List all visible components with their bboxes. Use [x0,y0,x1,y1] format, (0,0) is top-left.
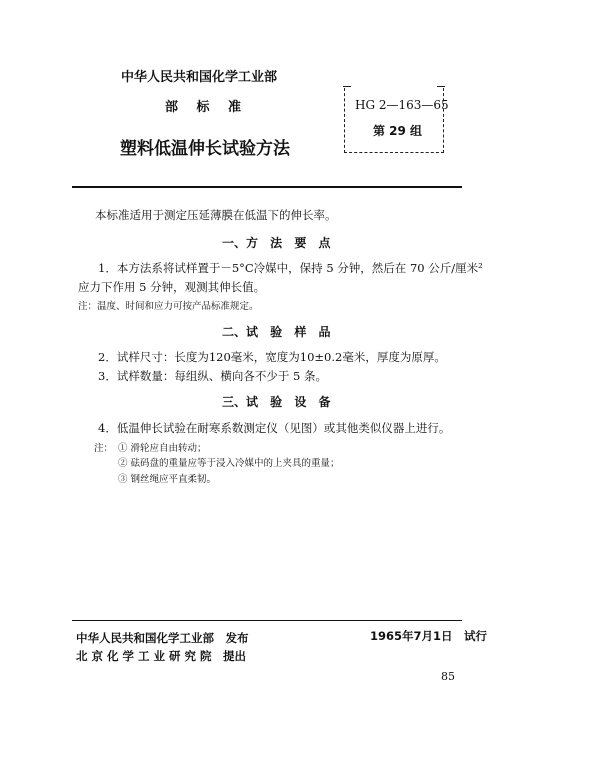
intro-paragraph: 本标准适用于测定压延薄膜在低温下的伸长率。 [95,208,337,222]
clause-1-line-1: 1．本方法系将试样置于－5°C冷媒中，保持 5 分钟，然后在 70 公斤/厘米² [98,261,483,275]
clause-2: 2．试样尺寸：长度为120毫米，宽度为10±0.2毫米，厚度为原厚。 [98,350,446,364]
standard-code: HG 2—163—65 [355,98,449,112]
clause-1-line-2: 应力下作用 5 分钟，观测其伸长值。 [78,280,266,294]
clause-3: 3．试样数量：每组纵、横向各不少于 5 条。 [98,369,327,383]
footer-issuer: 中华人民共和国化学工业部 发布 [76,631,249,645]
footer-date: 1965年7月1日 试行 [370,629,488,643]
standard-type: 部 标 准 [165,100,242,115]
clause-4: 4．低温伸长试验在耐寒系数测定仪（见图）或其他类似仪器上进行。 [98,421,451,435]
section-3-note-3: ③ 钢丝绳应平直柔韧。 [118,474,217,485]
section-1-heading: 一、方 法 要 点 [222,236,331,250]
section-3-note-1: ① 滑轮应自由转动； [118,443,207,454]
footer-proposer: 北 京 化 学 工 业 研 究 院 提出 [76,649,247,663]
standard-group: 第 29 组 [373,124,423,138]
code-box-corner-right [437,86,445,87]
section-3-note-label: 注： [94,443,114,454]
ministry-name: 中华人民共和国化学工业部 [121,70,278,85]
section-3-heading: 三、试 验 设 备 [222,395,331,409]
section-2-heading: 二、试 验 样 品 [222,325,331,339]
section-3-note-2: ② 砝码盘的重量应等于浸入冷媒中的上夹具的重量； [118,458,340,469]
document-title: 塑料低温伸长试验方法 [120,139,290,159]
top-divider [72,186,462,188]
section-1-note: 注：温度、时间和应力可按产品标准规定。 [78,301,259,312]
page-number: 85 [441,670,455,683]
bottom-divider [72,620,462,621]
code-box-corner-left [343,86,351,87]
standard-code-box [344,88,449,153]
